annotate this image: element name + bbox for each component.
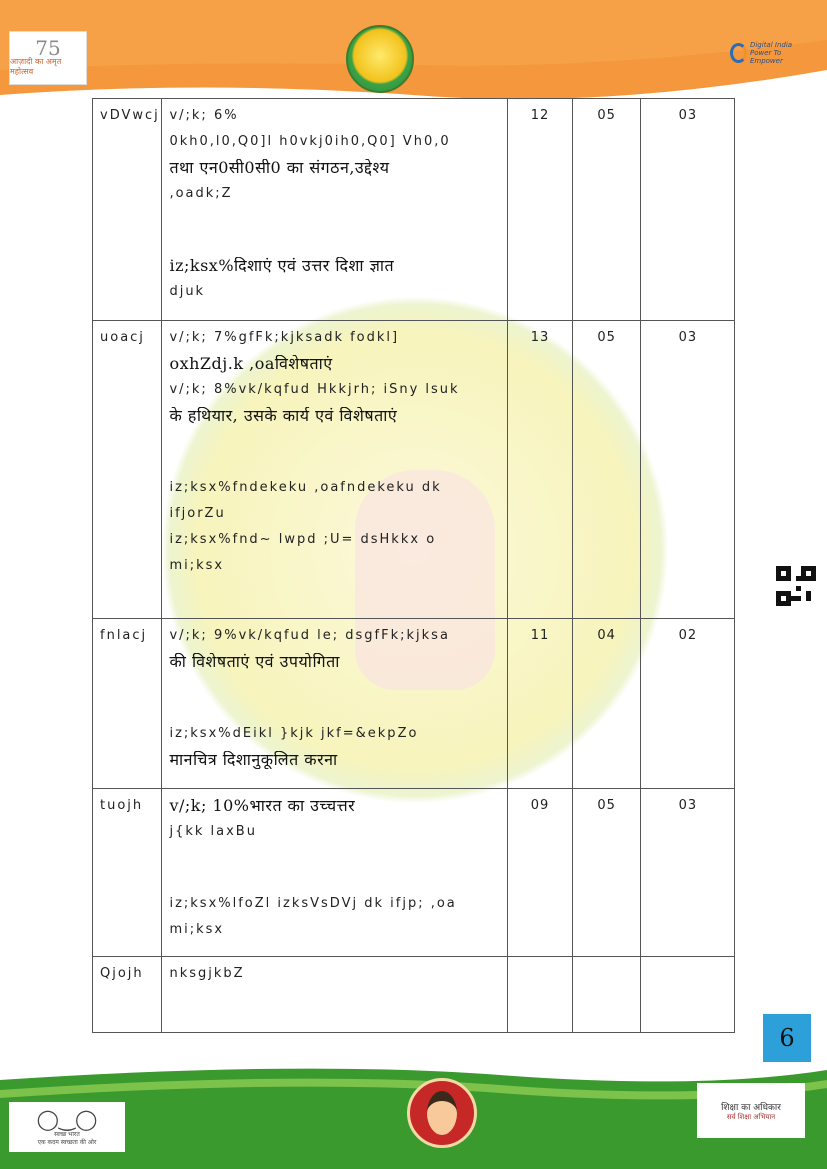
table-row (93, 789, 735, 957)
content-line: iz;ksx%fnd~ lwpd ;U= dsHkkx o (169, 532, 437, 547)
content-line: तथा एन0सी0सी0 का संगठन,उद्देश्य (169, 159, 390, 177)
content-line: 0kh0,l0,Q0]l h0vkj0ih0,Q0] Vh0,0 (169, 134, 451, 149)
period-count-cell: 12 (507, 99, 572, 321)
month-cell: tuojh (93, 789, 162, 957)
content-line: v/;k; 9%vk/kqfud le; dsgfFk;kjksa (169, 628, 450, 643)
content-line: मानचित्र दिशानुकूलित करना (169, 751, 338, 769)
content-line: v/;k; 8%vk/kqfud Hkkjrh; iSny lsuk (169, 382, 460, 397)
table-row (93, 99, 735, 321)
swachh-bharat-logo (9, 1102, 125, 1152)
qr-code-icon (776, 566, 816, 606)
content-line: iz;ksx%lfoZl izksVsDVj dk ifjp; ,oa (169, 896, 457, 911)
spacer (169, 433, 500, 479)
content-cell (162, 619, 507, 789)
header-band (0, 0, 827, 100)
period-count-cell: 11 (507, 619, 572, 789)
month-cell: Qjojh (93, 957, 162, 1033)
logo-text: आज़ादी का अमृत महोत्सव (10, 57, 62, 76)
spacer (169, 849, 500, 895)
content-line: v/;k; 7%gfFk;kjksadk fodkl] (169, 330, 400, 345)
page-header (0, 0, 827, 100)
month-cell: fnlacj (93, 619, 162, 789)
period-count-cell: 03 (640, 321, 734, 619)
content-line: oxhZdj.k ,oaविशेषताएं (169, 355, 333, 373)
table-row (93, 619, 735, 789)
period-count-cell: 05 (572, 789, 640, 957)
content-line: djuk (169, 284, 206, 299)
beti-bachao-logo (407, 1078, 477, 1148)
girl-face-icon (427, 1091, 457, 1135)
content-cell (162, 321, 507, 619)
period-count-cell: 05 (572, 99, 640, 321)
rte-sub: सर्व शिक्षा अभियान (726, 1112, 776, 1121)
content-line: ifjorZu (169, 506, 226, 521)
content-line: nksgjkbZ (169, 966, 245, 981)
rte-title: शिक्षा का अधिकार (721, 1102, 781, 1113)
content-line: iz;ksx%दिशाएं एवं उत्तर दिशा ज्ञात (169, 257, 395, 275)
content-cell (162, 957, 507, 1033)
swachh-bharat-text: स्वच्छ भारत (54, 1131, 80, 1138)
azadi-ka-amrit-mahotsav-logo (9, 31, 87, 85)
logo-number: 75 (35, 36, 61, 60)
period-count-cell: 04 (572, 619, 640, 789)
month-cell: vDVwcj (93, 99, 162, 321)
board-emblem-logo (346, 25, 414, 93)
digital-india-logo (730, 38, 802, 68)
month-cell: uoacj (93, 321, 162, 619)
period-count-cell: 02 (640, 619, 734, 789)
content-line: के हथियार, उसके कार्य एवं विशेषताएं (169, 407, 398, 425)
period-count-cell: 09 (507, 789, 572, 957)
content-line: iz;ksx%dEikl }kjk jkf=&ekpZo (169, 726, 419, 741)
period-count-cell (507, 957, 572, 1033)
spacer (169, 211, 500, 257)
content-line: iz;ksx%fndekeku ,oafndekeku dk (169, 480, 442, 495)
digital-india-icon (730, 43, 747, 63)
glasses-icon: ◯‿◯ (36, 1107, 98, 1131)
content-cell (162, 99, 507, 321)
content-line: j{kk laxBu (169, 824, 257, 839)
content-line: mi;ksx (169, 558, 225, 573)
spacer (169, 679, 500, 725)
table-row (93, 321, 735, 619)
page-number: 6 (763, 1014, 811, 1062)
content-line: v/;k; 10%भारत का उच्चत्तर (169, 797, 356, 815)
period-count-cell (640, 957, 734, 1033)
table-row (93, 957, 735, 1033)
period-count-cell: 03 (640, 789, 734, 957)
syllabus-table (92, 98, 735, 1033)
period-count-cell: 05 (572, 321, 640, 619)
digital-india-sub: Power To Empower (749, 49, 783, 65)
period-count-cell (572, 957, 640, 1033)
content-cell (162, 789, 507, 957)
period-count-cell: 13 (507, 321, 572, 619)
content-line: ,oadk;Z (169, 186, 233, 201)
digital-india-title: Digital India (749, 41, 793, 49)
swachh-bharat-sub: एक कदम स्वच्छता की ओर (37, 1139, 97, 1146)
right-to-education-logo (697, 1083, 805, 1138)
content-line: mi;ksx (169, 922, 225, 937)
period-count-cell: 03 (640, 99, 734, 321)
content-line: की विशेषताएं एवं उपयोगिता (169, 653, 340, 671)
content-line: v/;k; 6% (169, 108, 239, 123)
